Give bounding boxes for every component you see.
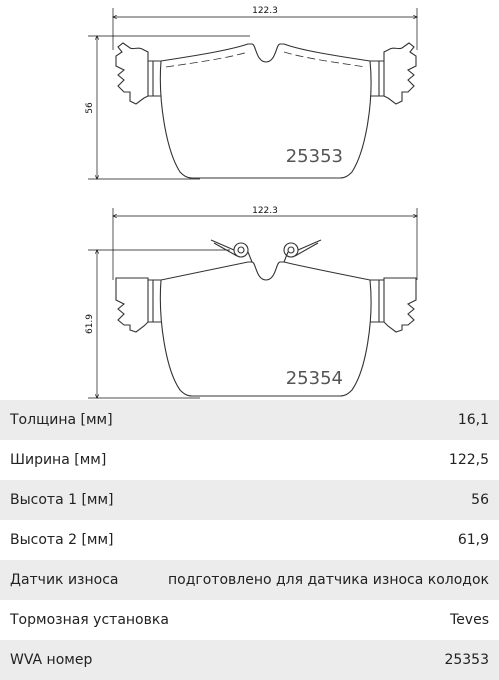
top-pad-code: 25353 xyxy=(285,146,343,167)
bottom-pad-height-label: 61.9 xyxy=(85,313,95,335)
specs-table xyxy=(0,400,499,680)
spec-label: Высота 1 [мм] xyxy=(10,492,114,508)
spec-row-thickness xyxy=(0,400,499,440)
spec-value: 56 xyxy=(471,492,489,508)
spec-row-brake-system xyxy=(0,600,499,640)
bottom-pad-width-label: 122.3 xyxy=(252,206,278,216)
bottom-pad-outline xyxy=(116,240,416,396)
spec-value: Teves xyxy=(450,612,489,628)
spec-value: 61,9 xyxy=(457,532,489,548)
bottom-pad-dimensions xyxy=(88,208,417,398)
spec-row-wva-number xyxy=(0,640,499,680)
top-pad-height-label: 56 xyxy=(85,102,95,114)
spec-value: 25353 xyxy=(444,652,489,668)
spec-label: Высота 2 [мм] xyxy=(10,532,114,548)
bottom-pad-code: 25354 xyxy=(285,368,343,389)
spec-row-height-2 xyxy=(0,520,499,560)
spec-row-height-1 xyxy=(0,480,499,520)
spec-value: 122,5 xyxy=(448,452,489,468)
top-pad-dimensions xyxy=(88,8,417,179)
top-pad-width-label: 122.3 xyxy=(252,6,278,16)
spec-label: Ширина [мм] xyxy=(10,452,107,468)
spec-value: 16,1 xyxy=(457,412,489,428)
spec-value: подготовлено для датчика износа колодок xyxy=(167,572,489,588)
spec-row-wear-sensor xyxy=(0,560,499,600)
spec-label: Тормозная установка xyxy=(10,612,169,628)
spec-label: Датчик износа xyxy=(10,572,119,588)
spec-label: Толщина [мм] xyxy=(10,412,113,428)
spec-row-width xyxy=(0,440,499,480)
top-pad-outline xyxy=(116,43,416,178)
spec-label: WVA номер xyxy=(10,652,93,668)
